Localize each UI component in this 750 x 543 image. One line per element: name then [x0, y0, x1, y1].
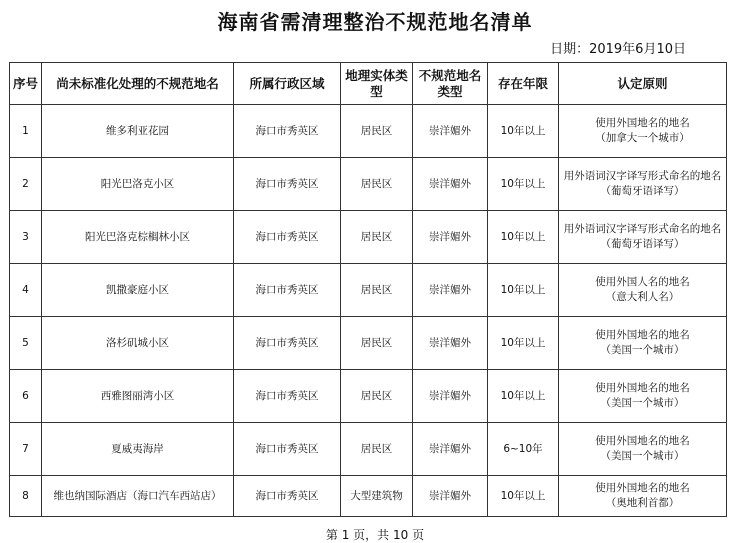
cell-region: 海口市秀英区 [234, 105, 341, 158]
table-row [10, 211, 727, 264]
cell-principle: 使用外国地名的地名 （美国一个城市） [559, 423, 727, 476]
header-name-type: 不规范地名类型 [413, 63, 488, 105]
cell-name: 维也纳国际酒店（海口汽车西站店） [42, 476, 234, 517]
page-footer: 第 1 页，共 10 页 [325, 528, 425, 542]
cell-name: 洛杉矶城小区 [42, 317, 234, 370]
cell-name-type: 崇洋媚外 [413, 158, 488, 211]
cell-no: 5 [10, 317, 42, 370]
table-row [10, 317, 727, 370]
cell-principle: 使用外国地名的地名 （奥地利首都） [559, 476, 727, 517]
cell-entity-type: 居民区 [341, 105, 413, 158]
table-row [10, 423, 727, 476]
table-header-row [10, 63, 727, 105]
cell-no: 4 [10, 264, 42, 317]
cell-entity-type: 居民区 [341, 317, 413, 370]
cell-principle: 使用外国地名的地名 （美国一个城市） [559, 370, 727, 423]
header-region: 所属行政区域 [234, 63, 341, 105]
cell-years: 10年以上 [488, 105, 559, 158]
cell-entity-type: 大型建筑物 [341, 476, 413, 517]
cell-principle: 使用外国地名的地名 （美国一个城市） [559, 317, 727, 370]
cell-name-type: 崇洋媚外 [413, 211, 488, 264]
cell-entity-type: 居民区 [341, 370, 413, 423]
table-row [10, 370, 727, 423]
cell-no: 3 [10, 211, 42, 264]
header-no: 序号 [10, 63, 42, 105]
cell-region: 海口市秀英区 [234, 317, 341, 370]
cell-region: 海口市秀英区 [234, 476, 341, 517]
cell-years: 10年以上 [488, 476, 559, 517]
table-row [10, 158, 727, 211]
cell-entity-type: 居民区 [341, 211, 413, 264]
cell-entity-type: 居民区 [341, 264, 413, 317]
cell-no: 6 [10, 370, 42, 423]
table-row [10, 264, 727, 317]
cell-region: 海口市秀英区 [234, 158, 341, 211]
cell-name: 阳光巴洛克棕榈林小区 [42, 211, 234, 264]
cell-years: 10年以上 [488, 317, 559, 370]
cell-region: 海口市秀英区 [234, 370, 341, 423]
cell-entity-type: 居民区 [341, 158, 413, 211]
cell-years: 10年以上 [488, 264, 559, 317]
cell-name-type: 崇洋媚外 [413, 264, 488, 317]
header-principle: 认定原则 [559, 63, 727, 105]
cell-no: 1 [10, 105, 42, 158]
cell-years: 10年以上 [488, 211, 559, 264]
cell-region: 海口市秀英区 [234, 423, 341, 476]
page-title: 海南省需清理整治不规范地名清单 [217, 10, 533, 34]
table-row [10, 476, 727, 517]
cell-name-type: 崇洋媚外 [413, 370, 488, 423]
cell-name: 凯撒豪庭小区 [42, 264, 234, 317]
cell-principle: 使用外国地名的地名 （加拿大一个城市） [559, 105, 727, 158]
cell-region: 海口市秀英区 [234, 211, 341, 264]
cell-name-type: 崇洋媚外 [413, 476, 488, 517]
place-name-table [9, 62, 727, 517]
cell-name-type: 崇洋媚外 [413, 423, 488, 476]
cell-years: 10年以上 [488, 158, 559, 211]
cell-no: 7 [10, 423, 42, 476]
cell-entity-type: 居民区 [341, 423, 413, 476]
table-row [10, 105, 727, 158]
cell-name-type: 崇洋媚外 [413, 105, 488, 158]
header-years: 存在年限 [488, 63, 559, 105]
date-label: 日期：2019年6月10日 [550, 42, 686, 57]
cell-name: 西雅图丽湾小区 [42, 370, 234, 423]
cell-region: 海口市秀英区 [234, 264, 341, 317]
header-entity-type: 地理实体类型 [341, 63, 413, 105]
cell-no: 8 [10, 476, 42, 517]
cell-principle: 使用外国人名的地名 （意大利人名） [559, 264, 727, 317]
cell-no: 2 [10, 158, 42, 211]
cell-name: 夏威夷海岸 [42, 423, 234, 476]
cell-name-type: 崇洋媚外 [413, 317, 488, 370]
cell-years: 6~10年 [488, 423, 559, 476]
cell-principle: 用外语词汉字译写形式命名的地名 （葡萄牙语译写） [559, 211, 727, 264]
cell-principle: 用外语词汉字译写形式命名的地名 （葡萄牙语译写） [559, 158, 727, 211]
header-name: 尚未标准化处理的不规范地名 [42, 63, 234, 105]
cell-name: 阳光巴洛克小区 [42, 158, 234, 211]
cell-years: 10年以上 [488, 370, 559, 423]
cell-name: 维多利亚花园 [42, 105, 234, 158]
